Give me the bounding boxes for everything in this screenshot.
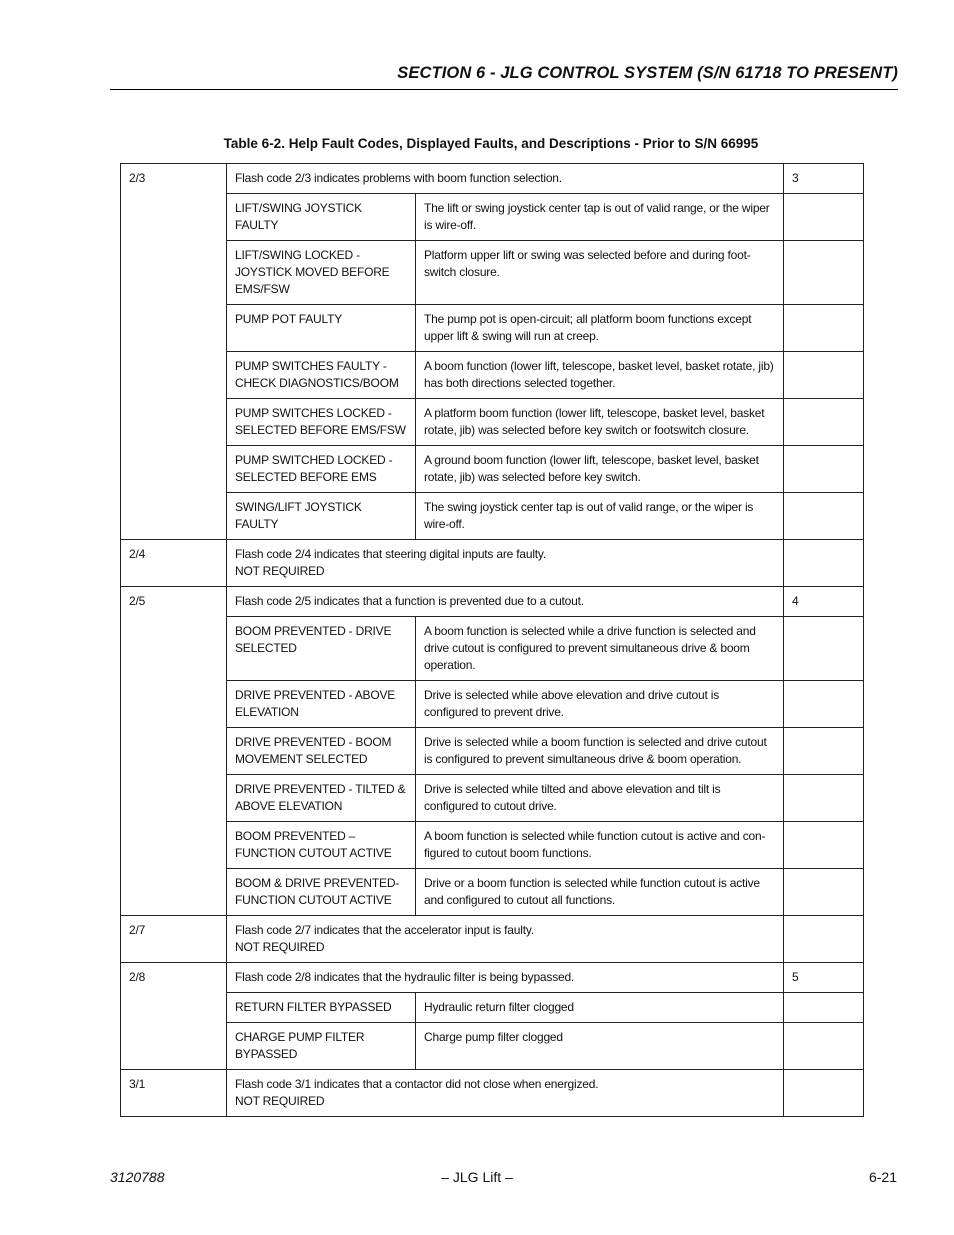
flash-code: 3/1 [121,1070,227,1117]
fault-description: The pump pot is open-circuit; all platform boom functions except upper lift & swing will run at creep. [416,305,784,352]
fault-row [121,493,864,540]
fault-group-row [121,540,864,587]
description-line: Flash code 2/4 indicates that steering digital inputs are faulty. [235,547,546,561]
fault-name: BOOM & DRIVE PREVENTED-FUNCTION CUTOUT ACTIVE [227,869,416,916]
priority-empty [784,352,864,399]
description-line: Flash code 3/1 indicates that a contactor did not close when energized. [235,1077,599,1091]
document-number: 3120788 [110,1169,165,1185]
fault-row [121,305,864,352]
priority-value: 4 [784,587,864,617]
fault-group-row [121,164,864,194]
description-line: NOT REQUIRED [235,940,325,954]
fault-name: PUMP SWITCHED LOCKED - SELECTED BEFORE EMS [227,446,416,493]
header-divider [110,89,898,90]
flash-code: 2/3 [121,164,227,540]
fault-name: DRIVE PREVENTED - BOOM MOVEMENT SELECTED [227,728,416,775]
fault-row [121,446,864,493]
fault-row [121,617,864,681]
priority-value: 3 [784,164,864,194]
fault-name: DRIVE PREVENTED - TILTED & ABOVE ELEVATION [227,775,416,822]
fault-description: A ground boom function (lower lift, telescope, basket level, basket rotate, jib) was selected before key switch. [416,446,784,493]
priority-empty [784,194,864,241]
table-title: Table 6-2. Help Fault Codes, Displayed Faults, and Descriptions - Prior to S/N 66995 [223,136,759,151]
fault-description: A boom function (lower lift, telescope, basket level, basket rotate, jib) has both directions selected together. [416,352,784,399]
fault-row [121,194,864,241]
fault-description: A boom function is selected while a drive function is selected and drive cutout is configured to prevent simultaneous drive & boom operation. [416,617,784,681]
fault-row [121,993,864,1023]
fault-name: PUMP SWITCHES LOCKED - SELECTED BEFORE EMS/FSW [227,399,416,446]
fault-row [121,1023,864,1070]
priority-value [784,1070,864,1117]
priority-empty [784,399,864,446]
priority-empty [784,822,864,869]
fault-name: PUMP SWITCHES FAULTY - CHECK DIAGNOSTICS/BOOM [227,352,416,399]
flash-code-description [227,164,784,194]
section-title: SECTION 6 - JLG CONTROL SYSTEM (S/N 61718 TO PRESENT) [397,64,898,82]
fault-description: A platform boom function (lower lift, telescope, basket level, basket rotate, jib) was selected before key switch or footswitch closure. [416,399,784,446]
fault-group-row [121,963,864,993]
flash-code: 2/5 [121,587,227,916]
flash-code: 2/8 [121,963,227,1070]
priority-empty [784,681,864,728]
flash-code-description [227,540,784,587]
flash-code: 2/7 [121,916,227,963]
description-line: Flash code 2/5 indicates that a function is prevented due to a cutout. [235,594,584,608]
priority-empty [784,993,864,1023]
fault-name: LIFT/SWING JOYSTICK FAULTY [227,194,416,241]
fault-name: RETURN FILTER BYPASSED [227,993,416,1023]
description-line: NOT REQUIRED [235,564,325,578]
fault-table-body [121,164,864,1117]
priority-empty [784,617,864,681]
fault-description: Platform upper lift or swing was selected before and during foot-switch closure. [416,241,784,305]
footer-brand: – JLG Lift – [441,1169,513,1185]
fault-name: PUMP POT FAULTY [227,305,416,352]
fault-name: BOOM PREVENTED – FUNCTION CUTOUT ACTIVE [227,822,416,869]
description-line: Flash code 2/3 indicates problems with boom function selection. [235,171,562,185]
fault-description: The lift or swing joystick center tap is out of valid range, or the wiper is wire-off. [416,194,784,241]
priority-empty [784,775,864,822]
fault-row [121,728,864,775]
fault-description: Drive is selected while tilted and above elevation and tilt is configured to cutout drive. [416,775,784,822]
fault-row [121,869,864,916]
priority-empty [784,241,864,305]
fault-name: LIFT/SWING LOCKED - JOYSTICK MOVED BEFORE EMS/FSW [227,241,416,305]
fault-group-row [121,587,864,617]
fault-row [121,681,864,728]
fault-row [121,241,864,305]
fault-name: DRIVE PREVENTED - ABOVE ELEVATION [227,681,416,728]
fault-row [121,822,864,869]
description-line: Flash code 2/8 indicates that the hydraulic filter is being bypassed. [235,970,575,984]
fault-group-row [121,916,864,963]
flash-code-description [227,916,784,963]
fault-description: A boom function is selected while function cutout is active and con-figured to cutout boom functions. [416,822,784,869]
priority-value [784,540,864,587]
fault-codes-table [120,163,864,1117]
fault-description: Drive or a boom function is selected while function cutout is active and configured to cutout all functions. [416,869,784,916]
fault-name: CHARGE PUMP FILTER BYPASSED [227,1023,416,1070]
priority-value: 5 [784,963,864,993]
fault-row [121,352,864,399]
page-number: 6-21 [868,1169,897,1185]
fault-description: Charge pump filter clogged [416,1023,784,1070]
priority-empty [784,446,864,493]
priority-empty [784,305,864,352]
flash-code-description [227,963,784,993]
fault-row [121,399,864,446]
priority-value [784,916,864,963]
flash-code-description [227,1070,784,1117]
fault-name: BOOM PREVENTED - DRIVE SELECTED [227,617,416,681]
priority-empty [784,728,864,775]
fault-group-row [121,1070,864,1117]
fault-row [121,775,864,822]
fault-name: SWING/LIFT JOYSTICK FAULTY [227,493,416,540]
fault-description: The swing joystick center tap is out of valid range, or the wiper is wire-off. [416,493,784,540]
flash-code: 2/4 [121,540,227,587]
priority-empty [784,869,864,916]
description-line: Flash code 2/7 indicates that the accelerator input is faulty. [235,923,534,937]
fault-description: Drive is selected while a boom function is selected and drive cutout is configured to prevent simultaneous drive & boom operation. [416,728,784,775]
fault-description: Drive is selected while above elevation and drive cutout is configured to prevent drive. [416,681,784,728]
flash-code-description [227,587,784,617]
priority-empty [784,493,864,540]
description-line: NOT REQUIRED [235,1094,325,1108]
fault-description: Hydraulic return filter clogged [416,993,784,1023]
priority-empty [784,1023,864,1070]
